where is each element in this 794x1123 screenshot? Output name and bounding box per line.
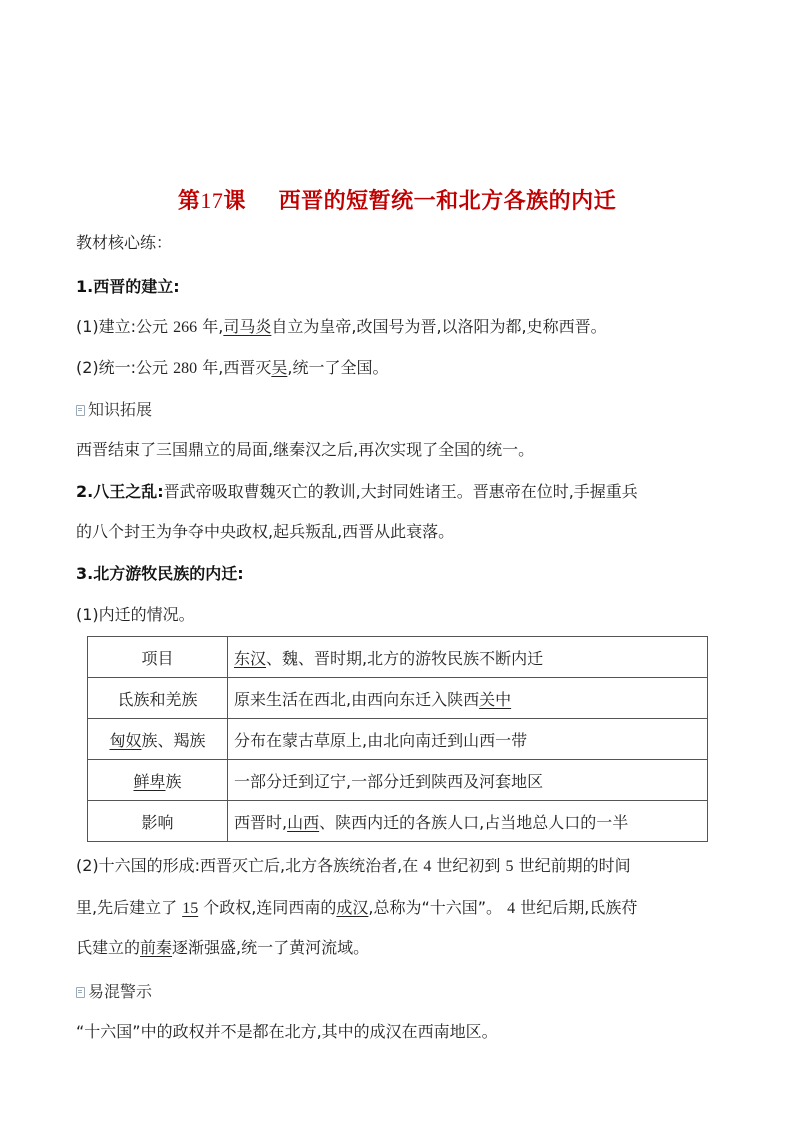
paragraph-sixteen-3: 氏建立的前秦逐渐强盛,统一了黄河流域。 [76, 938, 370, 957]
section-heading-3: 3.北方游牧民族的内迁: [76, 564, 244, 583]
note-icon [76, 987, 85, 998]
migration-table [87, 636, 708, 842]
paragraph-sixteen-1: (2)十六国的形成:西晋灭亡后,北方各族统治者,在 4 世纪初到 5 世纪前期的时间 [76, 856, 631, 875]
table-cell-value: 一部分迁到辽宁,一部分迁到陕西及河套地区 [228, 760, 708, 801]
table-row [88, 760, 708, 801]
table-cell-key: 匈奴族、羯族 [88, 719, 228, 760]
paragraph-eight-kings-1: 2.八王之乱:晋武帝吸取曹魏灭亡的教训,大封同姓诸王。晋惠帝在位时,手握重兵 [76, 482, 638, 501]
table-cell-value: 西晋时,山西、陕西内迁的各族人口,占当地总人口的一半 [228, 801, 708, 842]
table-cell-value: 分布在蒙古草原上,由北向南迁到山西一带 [228, 719, 708, 760]
table-row [88, 637, 708, 678]
table-cell-key: 影响 [88, 801, 228, 842]
table-cell-key: 项目 [88, 637, 228, 678]
tip-heading-warning: 易混警示 [76, 981, 152, 1003]
table-cell-key: 氐族和羌族 [88, 678, 228, 719]
tip-text-knowledge: 西晋结束了三国鼎立的局面,继秦汉之后,再次实现了全国的统一。 [76, 440, 535, 459]
paragraph-sixteen-2: 里,先后建立了 15 个政权,连同西南的成汉,总称为“十六国”。 4 世纪后期,氐族苻 [76, 898, 638, 917]
section-subtitle: 教材核心练： [76, 233, 173, 252]
table-cell-key: 鲜卑族 [88, 760, 228, 801]
lesson-title: 第17课 西晋的短暂统一和北方各族的内迁 [177, 188, 617, 214]
subheading-migration: (1)内迁的情况。 [76, 605, 195, 624]
section-heading-1: 1.西晋的建立: [76, 277, 180, 296]
tip-text-warning: “十六国”中的政权并不是都在北方,其中的成汉在西南地区。 [76, 1022, 498, 1041]
tip-heading-knowledge: 知识拓展 [76, 399, 152, 421]
paragraph-eight-kings-2: 的八个封王为争夺中央政权,起兵叛乱,西晋从此衰落。 [76, 522, 455, 541]
note-icon [76, 405, 85, 416]
table-row [88, 801, 708, 842]
table-row [88, 678, 708, 719]
table-cell-value: 原来生活在西北,由西向东迁入陕西关中 [228, 678, 708, 719]
paragraph-establish: (1)建立:公元 266 年,司马炎自立为皇帝,改国号为晋,以洛阳为都,史称西晋。 [76, 317, 607, 336]
table-row [88, 719, 708, 760]
table-cell-value: 东汉、魏、晋时期,北方的游牧民族不断内迁 [228, 637, 708, 678]
paragraph-unify: (2)统一:公元 280 年,西晋灭吴,统一了全国。 [76, 358, 389, 377]
